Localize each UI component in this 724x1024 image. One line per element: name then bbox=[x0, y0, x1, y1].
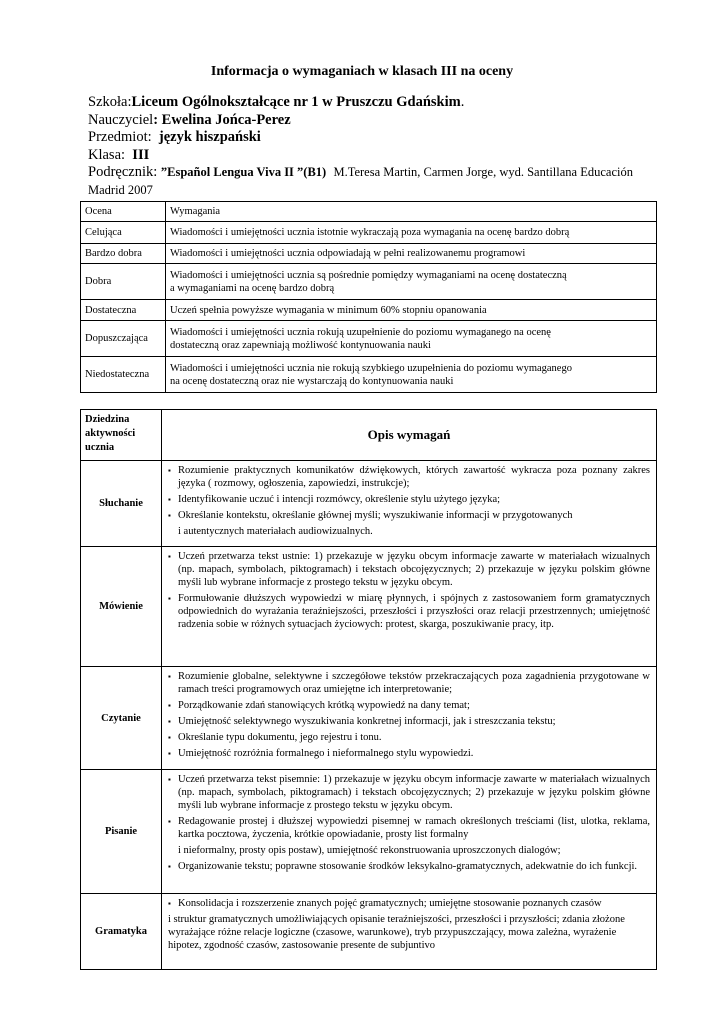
table-row bbox=[81, 667, 657, 770]
textbook-publisher-city: Madrid 2007 bbox=[88, 182, 153, 197]
subject-value: język hiszpański bbox=[158, 129, 261, 145]
grade-name: Dobra bbox=[81, 264, 166, 300]
bullet-icon: ▪ bbox=[168, 717, 171, 726]
bullet-icon: ▪ bbox=[168, 672, 171, 681]
list-item-text: Umiejętność selektywnego wyszukiwania konkretnej informacji, jak i streszczania tekstu; bbox=[178, 716, 556, 727]
table-row bbox=[81, 264, 657, 300]
speaking-requirements bbox=[162, 547, 657, 667]
list-item-text: Formułowanie dłuższych wypowiedzi w miarę płynnych, i spójnych z zastosowaniem form gramatycznych odpowiednich do wyrażania teraźniejszości, przeszłości i przyszłości oraz relacji przestrzennych; umiejętność radzenia sobie w różnych sytuacjach życiowych: protest, skarga, poszukiwanie pracy, itp. bbox=[178, 593, 650, 630]
list-item bbox=[168, 592, 650, 631]
grade-name: Celująca bbox=[81, 222, 166, 244]
list-item bbox=[168, 670, 650, 696]
bullet-icon: ▪ bbox=[168, 899, 171, 908]
bullet-icon: ▪ bbox=[168, 862, 171, 871]
list-item-text: Uczeń przetwarza tekst pisemnie: 1) przekazuje w języku obcym informacje zawarte w materiałach wizualnych (np. mapach, symbolach, piktogramach) i tekstach obcojęzycznych; 2) przekazuje w języku polskim główne myśli lub wybrane informacje z prostego tekstu w języku obcym. bbox=[178, 774, 650, 811]
list-item bbox=[168, 525, 650, 538]
list-item bbox=[168, 509, 650, 522]
list-item-text: Uczeń przetwarza tekst ustnie: 1) przekazuje w języku obcym informacje zawarte w materiałach wizualnych (np. mapach, symbolach, piktogramach) i tekstach obcojęzycznych; 2) przekazuje w języku polskim główne myśli lub wybrane informacje z prostego tekstu w języku obcym. bbox=[178, 551, 650, 588]
table-row bbox=[81, 357, 657, 393]
domain-grammar: Gramatyka bbox=[81, 894, 162, 970]
grade-description-line: dostateczną oraz zapewniają możliwość kontynuowania nauki bbox=[170, 339, 431, 351]
grades-header-grade: Ocena bbox=[81, 202, 166, 222]
list-item-text: Rozumienie globalne, selektywne i szczegółowe tekstów przekraczających poza zagadnienia przygotowane w ramach treści programowych oraz umiejętne ich interpretowanie; bbox=[178, 671, 650, 695]
reading-requirements bbox=[162, 667, 657, 770]
list-item bbox=[168, 773, 650, 812]
list-item bbox=[168, 913, 650, 952]
domain-listening: Słuchanie bbox=[81, 461, 162, 547]
domain-reading: Czytanie bbox=[81, 667, 162, 770]
grade-description-line: Wiadomości i umiejętności ucznia rokują uzupełnienie do poziomu wymaganego na ocenę bbox=[170, 326, 551, 338]
school-line bbox=[88, 94, 678, 112]
bullet-icon: ▪ bbox=[168, 701, 171, 710]
list-item bbox=[168, 844, 650, 857]
document-title: Informacja o wymaganiach w klasach III na oceny bbox=[210, 64, 514, 79]
table-row bbox=[81, 300, 657, 321]
grade-description bbox=[166, 264, 657, 300]
info-block bbox=[88, 94, 678, 199]
description-column-header: Opis wymagań bbox=[162, 410, 657, 461]
grade-description: Uczeń spełnia powyższe wymagania w minimum 60% stopniu opanowania bbox=[166, 300, 657, 321]
list-item bbox=[168, 897, 650, 910]
grade-description-line: Wiadomości i umiejętności ucznia są pośrednie pomiędzy wymaganiami na ocenę dostateczną bbox=[170, 269, 567, 281]
table-row bbox=[81, 894, 657, 970]
list-item-text: i struktur gramatycznych umożliwiających opisanie teraźniejszości, przeszłości i przyszłości; zdania złożone wyrażające różne relacje logiczne (czasowe, warunkowe), tryb przypuszczający, mowa zależna, wyrażenie hipotez, zgodność czasów, zastosowanie presente de subjuntivo bbox=[168, 914, 625, 951]
table-row bbox=[81, 244, 657, 264]
writing-requirements bbox=[162, 770, 657, 894]
list-item bbox=[168, 731, 650, 744]
bullet-icon: ▪ bbox=[168, 552, 171, 561]
teacher-label: Nauczyciel bbox=[88, 111, 154, 128]
grade-description: Wiadomości i umiejętności ucznia odpowiadają w pełni realizowanemu programowi bbox=[166, 244, 657, 264]
teacher-value: : Ewelina Jońca-Perez bbox=[153, 111, 291, 128]
requirements-table bbox=[80, 409, 657, 970]
subject-line bbox=[88, 129, 678, 147]
class-line bbox=[88, 147, 678, 165]
teacher-line bbox=[88, 112, 678, 130]
bullet-icon: ▪ bbox=[168, 495, 171, 504]
domain-column-header: Dziedzina aktywności ucznia bbox=[81, 410, 162, 461]
list-item-text: Rozumienie praktycznych komunikatów dźwiękowych, których zawartość wykracza poza poznany zakres języka ( rozmowy, ogłoszenia, zapowiedzi, instrukcje); bbox=[178, 465, 650, 489]
listening-requirements bbox=[162, 461, 657, 547]
bullet-icon: ▪ bbox=[168, 511, 171, 520]
list-item-text: Konsolidacja i rozszerzenie znanych pojęć gramatycznych; umiejętne stosowanie poznanych czasów bbox=[178, 898, 602, 909]
list-item-text: Organizowanie tekstu; poprawne stosowanie środków leksykalno-gramatycznych, adekwatnie do ich funkcji. bbox=[178, 861, 638, 872]
bullet-icon: ▪ bbox=[168, 817, 171, 826]
bullet-icon: ▪ bbox=[168, 775, 171, 784]
grade-description bbox=[166, 357, 657, 393]
school-label: Szkoła: bbox=[88, 94, 132, 110]
list-item bbox=[168, 715, 650, 728]
school-dot: . bbox=[460, 94, 465, 110]
list-item-text: Określanie kontekstu, określanie głównej myśli; wyszukiwanie informacji w przygotowanych bbox=[178, 510, 573, 521]
textbook-line-2 bbox=[88, 182, 678, 200]
list-item-text: Identyfikowanie uczuć i intencji rozmówcy, określenie stylu użytego języka; bbox=[178, 494, 501, 505]
list-item-text: i autentycznych materiałach audiowizualnych. bbox=[178, 526, 373, 537]
school-value: Liceum Ogólnokształcące nr 1 w Pruszczu Gdańskim bbox=[131, 94, 461, 110]
list-item bbox=[168, 860, 650, 873]
list-item-text: Określanie typu dokumentu, jego rejestru i tonu. bbox=[178, 732, 382, 743]
grade-name: Dostateczna bbox=[81, 300, 166, 321]
grade-description-line: Wiadomości i umiejętności ucznia nie rokują szybkiego uzupełnienia do poziomu wymaganego bbox=[170, 362, 572, 374]
grade-name: Bardzo dobra bbox=[81, 244, 166, 264]
table-row bbox=[81, 547, 657, 667]
domain-writing: Pisanie bbox=[81, 770, 162, 894]
textbook-title: ”Español Lengua Viva II ”(B1) bbox=[160, 165, 327, 179]
grade-description-line: na ocenę dostateczną oraz nie wystarczają do kontynuowania nauki bbox=[170, 375, 454, 387]
bullet-icon: ▪ bbox=[168, 733, 171, 742]
textbook-authors: M.Teresa Martin, Carmen Jorge, wyd. Santillana Educación bbox=[333, 165, 633, 179]
list-item bbox=[168, 815, 650, 841]
requirements-header-row bbox=[81, 410, 657, 461]
textbook-label: Podręcznik: bbox=[88, 164, 158, 180]
list-item-text: Porządkowanie zdań stanowiących krótką wypowiedź na dany temat; bbox=[178, 700, 470, 711]
list-item bbox=[168, 550, 650, 589]
list-item-text: Umiejętność rozróżnia formalnego i nieformalnego stylu wypowiedzi. bbox=[178, 748, 474, 759]
table-row bbox=[81, 321, 657, 357]
grades-header-row bbox=[81, 202, 657, 222]
subject-label: Przedmiot: bbox=[88, 129, 152, 145]
grade-name: Dopuszczająca bbox=[81, 321, 166, 357]
list-item bbox=[168, 747, 650, 760]
table-row bbox=[81, 770, 657, 894]
list-item bbox=[168, 699, 650, 712]
list-item bbox=[168, 493, 650, 506]
bullet-icon: ▪ bbox=[168, 749, 171, 758]
grade-description: Wiadomości i umiejętności ucznia istotnie wykraczają poza wymagania na ocenę bardzo dobrą bbox=[166, 222, 657, 244]
grammar-requirements bbox=[162, 894, 657, 970]
list-item bbox=[168, 464, 650, 490]
bullet-icon: ▪ bbox=[168, 466, 171, 475]
domain-speaking: Mówienie bbox=[81, 547, 162, 667]
bullet-icon: ▪ bbox=[168, 594, 171, 603]
class-value: III bbox=[132, 146, 150, 163]
table-row bbox=[81, 461, 657, 547]
grade-description-line: a wymaganiami na ocenę bardzo dobrą bbox=[170, 282, 335, 294]
grades-table bbox=[80, 201, 657, 393]
list-item-text: i nieformalny, prosty opis postaw), umiejętność rekonstruowania uproszczonych dialogów; bbox=[178, 845, 561, 856]
table-row bbox=[81, 222, 657, 244]
list-item-text: Redagowanie prostej i dłuższej wypowiedzi pisemnej w ramach określonych treściami (list, ulotka, reklama, kartka pocztowa, życzenia, krótkie opowiadanie, prosty list formalny bbox=[178, 816, 650, 840]
textbook-line bbox=[88, 164, 678, 182]
class-label: Klasa: bbox=[88, 146, 126, 163]
grade-name: Niedostateczna bbox=[81, 357, 166, 393]
grades-header-requirements: Wymagania bbox=[166, 202, 657, 222]
grade-description bbox=[166, 321, 657, 357]
